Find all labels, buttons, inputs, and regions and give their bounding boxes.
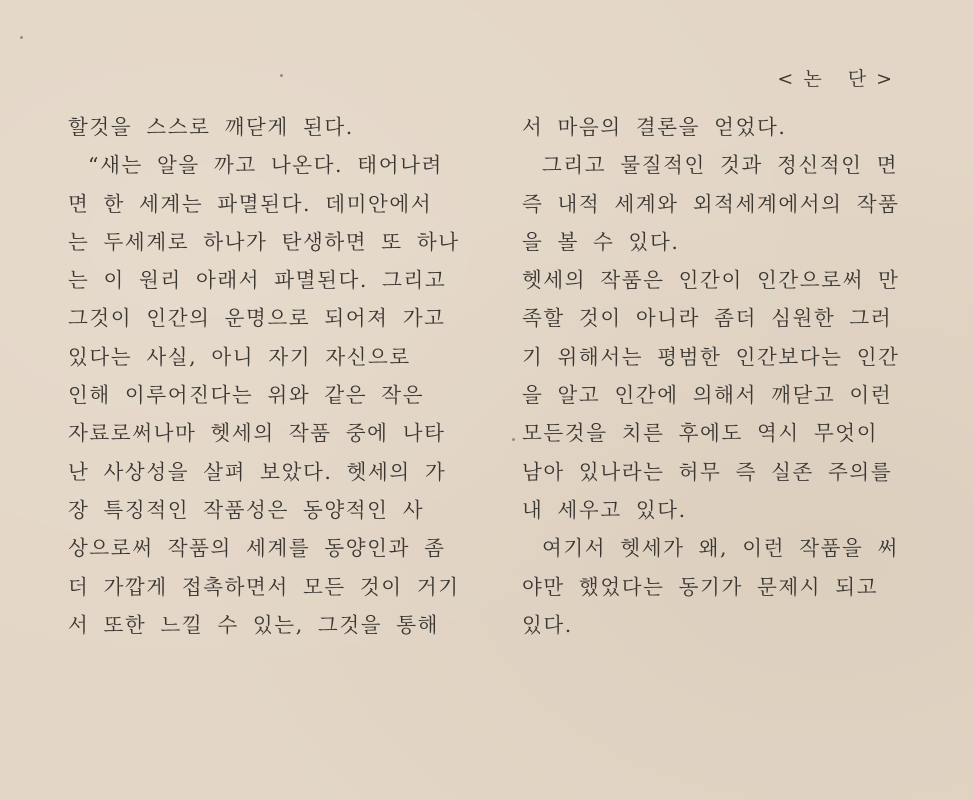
text-line: 는 이 원리 아래서 파멸된다. 그리고: [68, 268, 447, 293]
text-line: 는 두세계로 하나가 탄생하면 또 하나: [68, 229, 460, 254]
text-line: 장 특징적인 작품성은 동양적인 사: [68, 497, 425, 522]
text-line: 상으로써 작품의 세계를 동양인과 좀: [68, 536, 446, 561]
text-line: 여기서 헷세가 왜, 이런 작품을 써: [542, 536, 899, 561]
right-column: [522, 108, 932, 644]
text-line: 남아 있나라는 허무 즉 실존 주의를: [522, 459, 893, 484]
text-line: 그리고 물질적인 것과 정신적인 면: [542, 153, 899, 178]
left-column: [68, 108, 478, 644]
text-line: 난 사상성을 살펴 보았다. 헷세의 가: [68, 459, 447, 484]
text-line: 서 또한 느낄 수 있는, 그것을 통해: [68, 612, 440, 637]
text-line: 그것이 인간의 운명으로 되어져 가고: [68, 306, 446, 331]
text-line: 을 볼 수 있다.: [522, 229, 680, 254]
text-line: 있다는 사실, 아니 자기 자신으로: [68, 344, 411, 369]
text-line: 있다.: [522, 612, 573, 637]
paper-speck: [512, 438, 515, 441]
text-line: “새는 알을 까고 나온다. 태어나려: [88, 153, 443, 178]
text-line: 야만 했었다는 동기가 문제시 되고: [522, 574, 879, 599]
text-line: 내 세우고 있다.: [522, 497, 687, 522]
text-line: 을 알고 인간에 의해서 깨닫고 이런: [522, 383, 893, 408]
text-line: 면 한 세계는 파멸된다. 데미안에서: [68, 191, 433, 216]
text-line: 모든것을 치른 후에도 역시 무엇이: [522, 421, 879, 446]
text-line: 즉 내적 세계와 외적세계에서의 작품: [522, 191, 900, 216]
text-line: 더 가깝게 접촉하면서 모든 것이 거기: [68, 574, 460, 599]
text-line: 헷세의 작품은 인간이 인간으로써 만: [522, 268, 900, 293]
text-line: 자료로써나마 헷세의 작품 중에 나타: [68, 421, 446, 446]
text-line: 인해 이루어진다는 위와 같은 작은: [68, 383, 425, 408]
text-line: 기 위해서는 평범한 인간보다는 인간: [522, 344, 900, 369]
text-line: 서 마음의 결론을 얻었다.: [522, 115, 787, 139]
section-header: <논 단>: [777, 68, 902, 90]
paper-speck: [20, 36, 23, 39]
text-line: 족할 것이 아니라 좀더 심원한 그러: [522, 306, 893, 331]
paper-speck: [280, 74, 283, 77]
text-line: 할것을 스스로 깨닫게 된다.: [68, 115, 354, 139]
